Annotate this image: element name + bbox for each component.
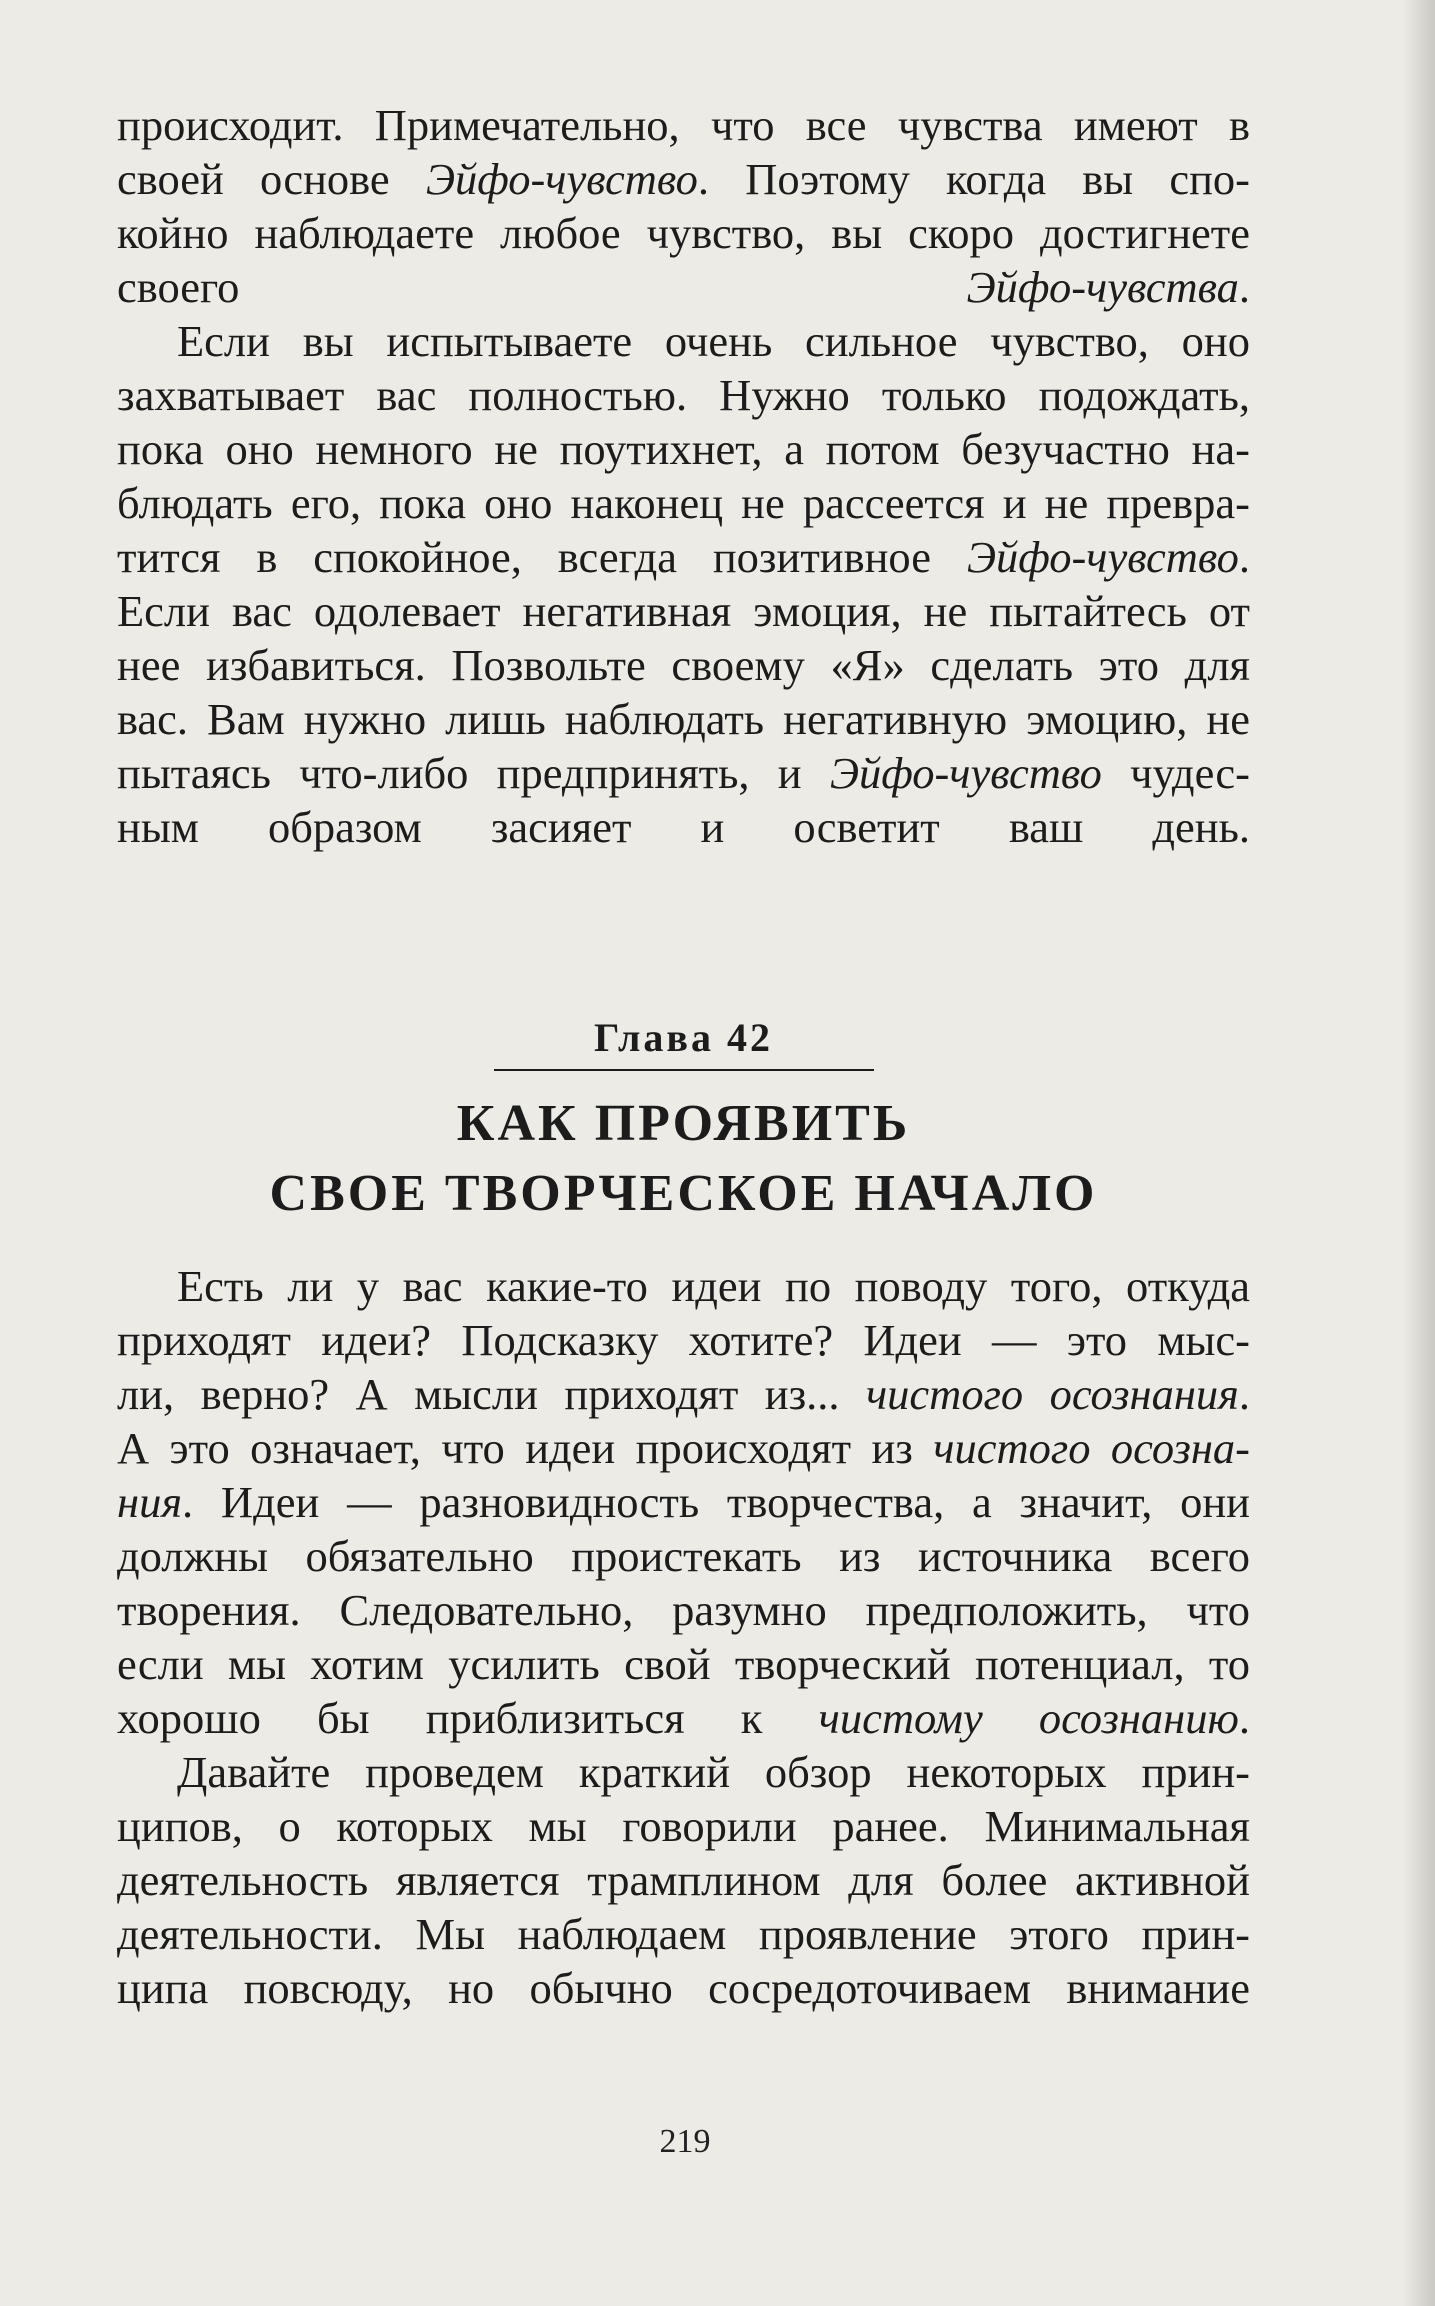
text-line: нее избавиться. Позвольте своему «Я» сделать это для	[117, 640, 1250, 690]
text-line: ния. Идеи — разновидность творчества, а значит, они	[117, 1477, 1250, 1527]
page-number: 219	[659, 2123, 711, 2160]
italic-term: ния	[117, 1477, 183, 1527]
italic-term: чистому осознанию	[818, 1693, 1239, 1743]
text-line: ципов, о которых мы говорили ранее. Минимальная	[117, 1801, 1250, 1851]
text-line: блюдать его, пока оно наконец не рассеется и не превра-	[117, 478, 1250, 528]
text-line: творения. Следовательно, разумно предположить, что	[117, 1585, 1250, 1635]
text-line: своей основе Эйфо-чувство. Поэтому когда вы спо-	[117, 154, 1250, 204]
chapter-heading	[117, 1011, 1250, 1229]
paragraph	[117, 1745, 1250, 2015]
text-line: ли, верно? А мысли приходят из... чистого осознания.	[117, 1369, 1250, 1419]
italic-term: Эйфо-чувство	[425, 154, 698, 204]
text-line: происходит. Примечательно, что все чувства имеют в	[117, 100, 1250, 150]
text-line: Если вы испытываете очень сильное чувство, оно	[177, 316, 1250, 366]
text-line: А это означает, что идеи происходят из чистого осозна-	[117, 1423, 1250, 1473]
text-line: вас. Вам нужно лишь наблюдать негативную эмоцию, не	[117, 694, 1250, 744]
page-gutter-shadow	[1403, 0, 1435, 2306]
italic-term: чистого осознания	[865, 1369, 1239, 1419]
text-line: если мы хотим усилить свой творческий потенциал, то	[117, 1639, 1250, 1689]
italic-term: чистого осозна-	[933, 1423, 1250, 1473]
text-line: Если вас одолевает негативная эмоция, не пытайтесь от	[117, 586, 1250, 636]
text-line: койно наблюдаете любое чувство, вы скоро достигнете	[117, 208, 1250, 258]
text-line: Давайте проведем краткий обзор некоторых прин-	[177, 1747, 1250, 1797]
text-line: пытаясь что-либо предпринять, и Эйфо-чувство чудес-	[117, 748, 1250, 798]
text-line: тится в спокойное, всегда позитивное Эйфо-чувство.	[117, 532, 1250, 582]
chapter-title-line-1: КАК ПРОЯВИТЬ	[456, 1095, 911, 1152]
text-column	[117, 98, 1250, 2015]
text-line: ным образом засияет и осветит ваш день.	[117, 802, 1250, 852]
text-line: Есть ли у вас какие-то идеи по поводу того, откуда	[177, 1261, 1250, 1311]
text-line: пока оно немного не поутихнет, а потом безучастно на-	[117, 424, 1250, 474]
text-line: деятельности. Мы наблюдаем проявление этого прин-	[117, 1909, 1250, 1959]
paragraph	[117, 98, 1250, 314]
text-line: приходят идеи? Подсказку хотите? Идеи — это мыс-	[117, 1315, 1250, 1365]
text-line: захватывает вас полностью. Нужно только подождать,	[117, 370, 1250, 420]
text-line: своего Эйфо-чувства.	[117, 262, 1250, 312]
italic-term: Эйфо-чувство	[829, 748, 1102, 798]
paragraph	[117, 314, 1250, 854]
italic-term: Эйфо-чувства	[966, 262, 1239, 312]
chapter-title-line-2: СВОЕ ТВОРЧЕСКОЕ НАЧАЛО	[269, 1165, 1098, 1222]
text-line: хорошо бы приблизиться к чистому осознанию.	[117, 1693, 1250, 1743]
text-line: ципа повсюду, но обычно сосредоточиваем внимание	[117, 1963, 1250, 2013]
text-line: должны обязательно проистекать из источника всего	[117, 1531, 1250, 1581]
chapter-number: Глава 42	[594, 1015, 773, 1060]
chapter-divider	[494, 1069, 874, 1071]
italic-term: Эйфо-чувство	[966, 532, 1239, 582]
text-line: деятельность является трамплином для более активной	[117, 1855, 1250, 1905]
paragraph	[117, 1259, 1250, 1745]
